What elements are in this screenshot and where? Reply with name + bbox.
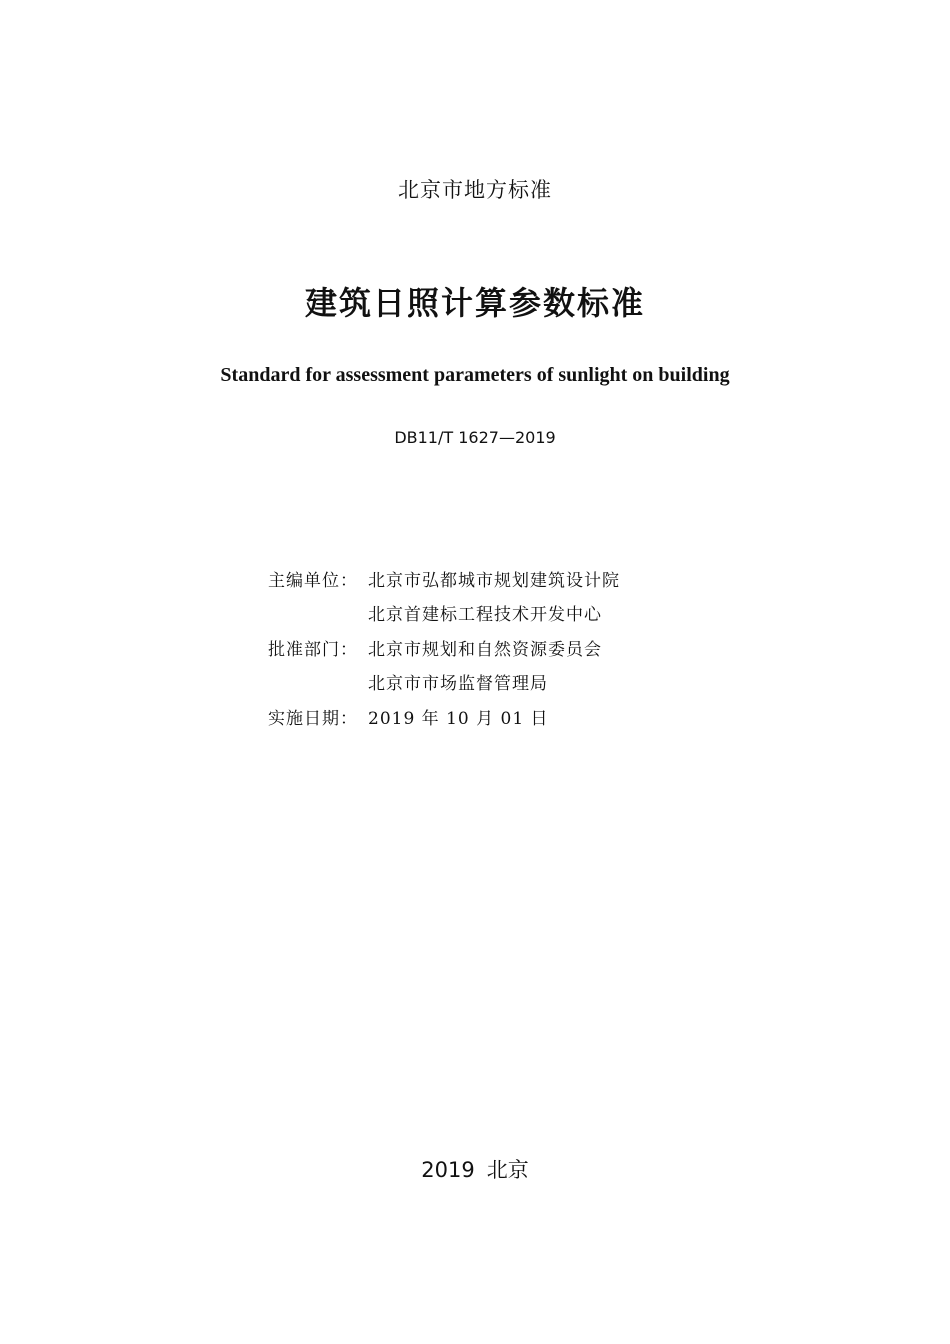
date-row xyxy=(268,699,620,734)
publication-year: 2019 xyxy=(421,1158,475,1182)
publication-footer xyxy=(0,1154,950,1184)
document-title-cn: 建筑日照计算参数标准 xyxy=(304,284,645,322)
date-label: 实施日期： xyxy=(268,708,358,729)
standard-code: DB11/T 1627—2019 xyxy=(394,428,556,447)
document-title-en: Standard for assessment parameters of sunlight on building xyxy=(220,364,730,386)
approvers-label: 批准部门： xyxy=(268,639,358,660)
approver-1: 北京市规划和自然资源委员会 xyxy=(368,639,602,660)
editors-row-2 xyxy=(268,596,620,631)
editors-row xyxy=(268,561,620,596)
publication-place: 北京 xyxy=(486,1158,529,1182)
editor-2: 北京首建标工程技术开发中心 xyxy=(368,605,602,626)
implementation-date: 2019 年 10 月 01 日 xyxy=(368,708,549,729)
publication-info xyxy=(268,561,620,734)
approvers-row xyxy=(268,630,620,665)
approvers-row-2 xyxy=(268,665,620,700)
approver-2: 北京市市场监督管理局 xyxy=(368,674,548,695)
editor-1: 北京市弘都城市规划建筑设计院 xyxy=(368,570,620,591)
editors-label: 主编单位： xyxy=(268,570,358,591)
standard-category: 北京市地方标准 xyxy=(398,178,552,202)
